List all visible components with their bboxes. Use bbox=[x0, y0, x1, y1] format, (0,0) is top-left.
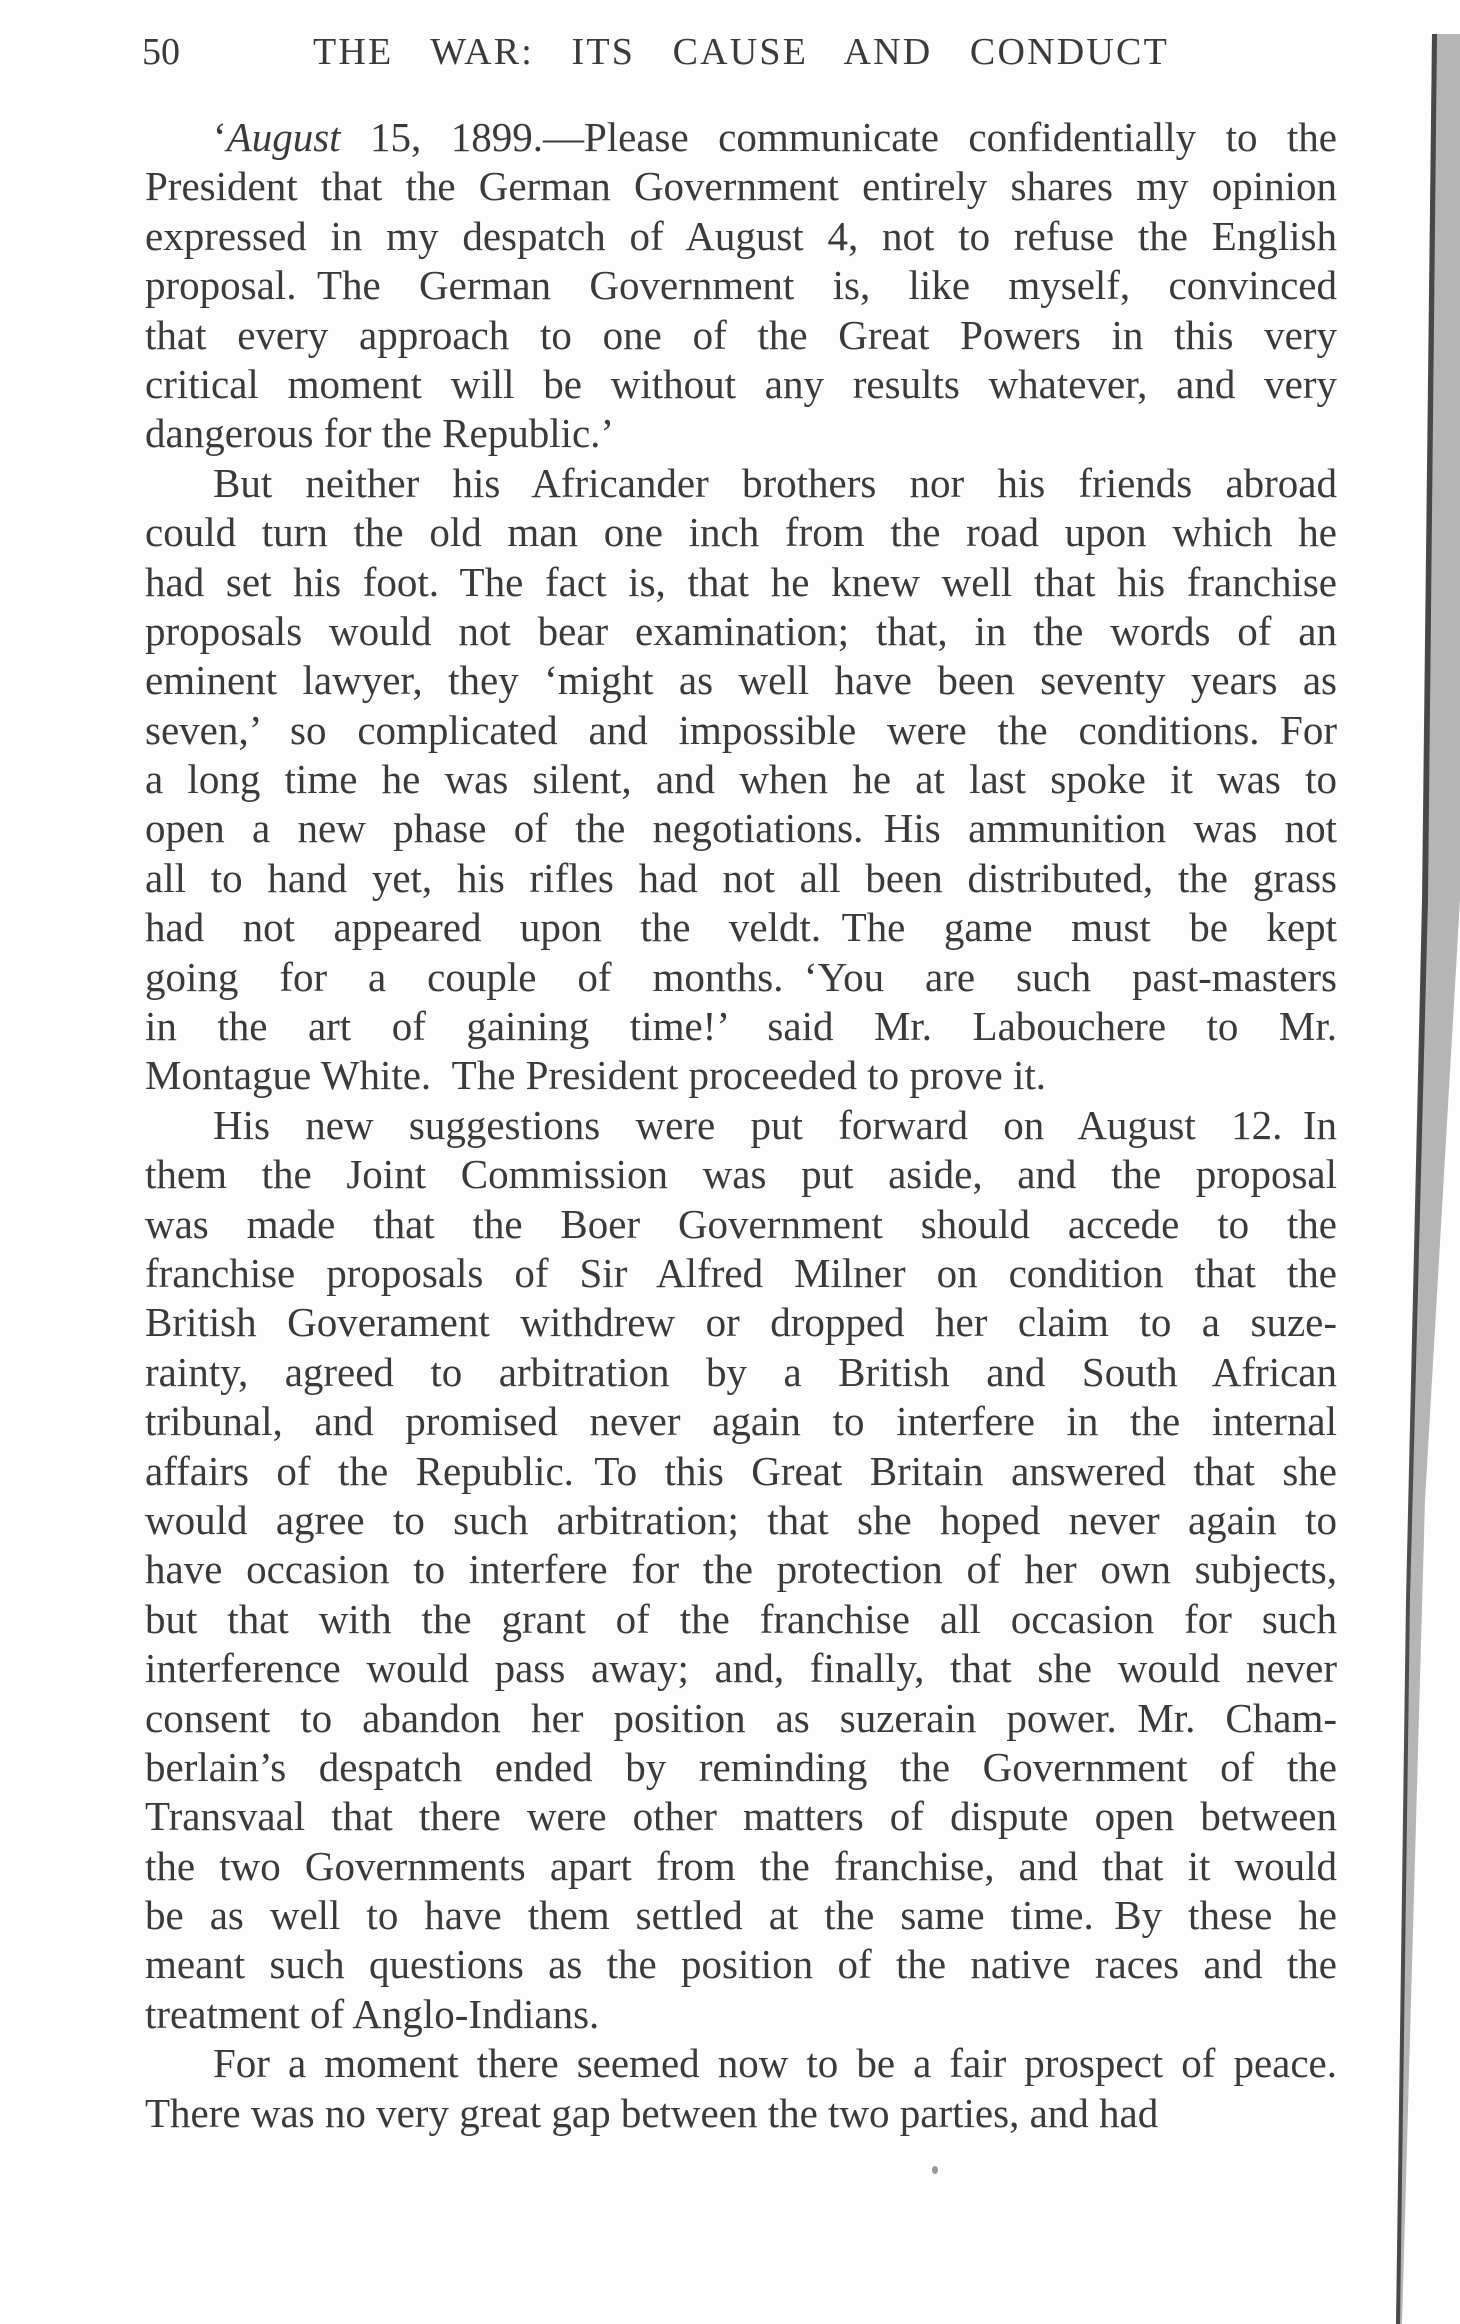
text-line: meant such questions as the position of the native races and the bbox=[145, 1941, 1337, 1988]
text-line: a long time he was silent, and when he at last spoke it was to bbox=[145, 756, 1337, 803]
text-line: critical moment will be without any results whatever, and very bbox=[145, 360, 1337, 407]
text-line: interference would pass away; and, finally, that she would never bbox=[145, 1645, 1337, 1692]
page-number: 50 bbox=[142, 31, 180, 73]
text-line: going for a couple of months. ‘You are such past-masters bbox=[145, 953, 1337, 1000]
text-line: the two Governments apart from the franchise, and that it would bbox=[145, 1842, 1337, 1889]
text-line: British Goverament withdrew or dropped her claim to a suze- bbox=[145, 1299, 1337, 1346]
text-line: all to hand yet, his rifles had not all been distributed, the grass bbox=[145, 854, 1337, 901]
paragraph bbox=[145, 113, 1337, 459]
text-line: proposals would not bear examination; that, in the words of an bbox=[145, 607, 1337, 654]
text-line: eminent lawyer, they ‘might as well have been seventy years as bbox=[145, 657, 1337, 704]
text-line: ‘August 15, 1899.—Please communicate confidentially to the bbox=[213, 114, 1337, 160]
text-line: had set his foot. The fact is, that he knew well that his franchise bbox=[145, 558, 1337, 605]
paragraph bbox=[145, 459, 1337, 1101]
text-line: President that the German Government entirely shares my opinion bbox=[145, 163, 1337, 210]
text-line: treatment of Anglo-Indians. bbox=[145, 1990, 600, 2037]
paragraph bbox=[145, 2039, 1337, 2138]
text-line: open a new phase of the negotiations. His ammunition was not bbox=[145, 805, 1337, 852]
text-line: in the art of gaining time!’ said Mr. Labouchere to Mr. bbox=[145, 1003, 1337, 1050]
text-line: had not appeared upon the veldt. The game must be kept bbox=[145, 904, 1337, 951]
text-line: There was no very great gap between the two parties, and had bbox=[145, 2089, 1159, 2136]
text-line: consent to abandon her position as suzerain power. Mr. Cham- bbox=[145, 1694, 1337, 1741]
paragraph bbox=[145, 1101, 1337, 2039]
text-line: would agree to such arbitration; that she hoped never again to bbox=[145, 1496, 1337, 1543]
italic-date: August bbox=[226, 114, 341, 160]
text-line: proposal. The German Government is, like myself, convinced bbox=[145, 262, 1337, 309]
text-line: affairs of the Republic. To this Great Britain answered that she bbox=[145, 1447, 1337, 1494]
text-line: but that with the grant of the franchise all occasion for such bbox=[145, 1595, 1337, 1642]
text-line: them the Joint Commission was put aside, and the proposal bbox=[145, 1151, 1337, 1198]
text-line: was made that the Boer Government should accede to the bbox=[145, 1200, 1337, 1247]
running-title: THE WAR: ITS CAUSE AND CONDUCT bbox=[313, 31, 1169, 73]
text-line: tribunal, and promised never again to interfere in the internal bbox=[145, 1398, 1337, 1445]
print-blemish bbox=[932, 2166, 938, 2174]
text-line: dangerous for the Republic.’ bbox=[145, 410, 615, 457]
text-line: seven,’ so complicated and impossible were the conditions. For bbox=[145, 706, 1337, 753]
page-edge-dark-line bbox=[1396, 34, 1437, 2324]
text-line: His new suggestions were put forward on August 12. In bbox=[213, 1101, 1337, 1148]
text-line: rainty, agreed to arbitration by a British and South African bbox=[145, 1348, 1337, 1395]
running-head bbox=[0, 28, 1460, 76]
text-line: could turn the old man one inch from the road upon which he bbox=[145, 509, 1337, 556]
body-text bbox=[145, 113, 1337, 2138]
text-line: be as well to have them settled at the same time. By these he bbox=[145, 1892, 1337, 1939]
text-line: For a moment there seemed now to be a fair prospect of peace. bbox=[213, 2040, 1337, 2087]
text-line: franchise proposals of Sir Alfred Milner on condition that the bbox=[145, 1249, 1337, 1296]
text-line: berlain’s despatch ended by reminding the Government of the bbox=[145, 1743, 1337, 1790]
page-edge-shadow-band bbox=[1396, 34, 1460, 2324]
text-line: But neither his Africander brothers nor his friends abroad bbox=[213, 459, 1337, 506]
text-line: have occasion to interfere for the protection of her own subjects, bbox=[145, 1546, 1337, 1593]
text-line: Montague White. The President proceeded to prove it. bbox=[145, 1052, 1046, 1099]
text-line: Transvaal that there were other matters of dispute open between bbox=[145, 1793, 1337, 1840]
text-line: that every approach to one of the Great Powers in this very bbox=[145, 311, 1337, 358]
text-line: expressed in my despatch of August 4, not to refuse the English bbox=[145, 212, 1337, 259]
